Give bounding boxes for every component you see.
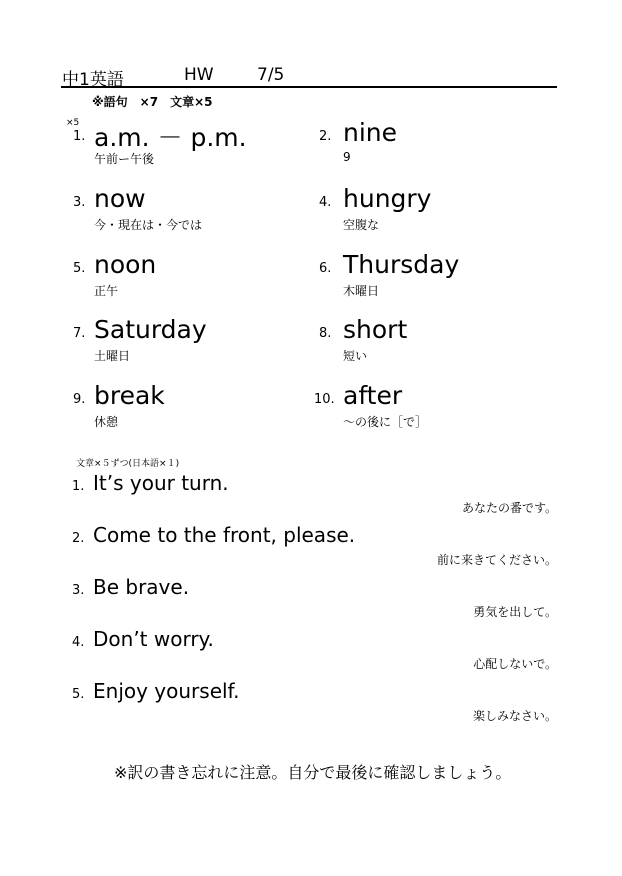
sentence-japanese: 前に来きてください。 xyxy=(436,553,557,567)
word-number: 6. xyxy=(319,261,332,276)
word-japanese: 正午 xyxy=(94,284,119,298)
word-english: after xyxy=(343,381,403,410)
word-number: 3. xyxy=(73,195,86,210)
word-japanese: 木曜日 xyxy=(343,284,380,298)
word-number: 9. xyxy=(73,392,86,407)
sentence-japanese: 楽しみなさい。 xyxy=(472,709,557,723)
sentence-english: It’s your turn. xyxy=(93,471,229,495)
word-number: 2. xyxy=(319,129,332,144)
word-number: 4. xyxy=(319,195,332,210)
sentence-japanese: 心配しないで。 xyxy=(473,657,557,671)
sentence-item xyxy=(72,627,557,679)
sentence-english: Don’t worry. xyxy=(93,627,214,651)
sentence-number: 1. xyxy=(72,479,85,494)
word-japanese: ～の後に［で］ xyxy=(343,415,428,429)
word-english: short xyxy=(343,315,408,344)
word-japanese: 短い xyxy=(343,349,368,363)
repeat-mark: ×5 xyxy=(66,118,80,128)
word-japanese: 午前ー午後 xyxy=(94,152,155,166)
word-english: nine xyxy=(343,118,398,147)
sentence-english: Be brave. xyxy=(93,575,190,599)
word-number: 1. xyxy=(73,129,86,144)
homework-label: HW xyxy=(184,65,214,85)
sentence-item xyxy=(72,575,557,627)
sentence-number: 2. xyxy=(72,531,85,546)
sentence-english: Enjoy yourself. xyxy=(93,679,240,703)
word-number: 7. xyxy=(73,326,86,341)
word-japanese: 9 xyxy=(343,150,351,164)
sentence-number: 3. xyxy=(72,583,85,598)
word-japanese: 今・現在は・今では xyxy=(94,218,203,232)
worksheet-header xyxy=(61,62,557,88)
sentence-item xyxy=(72,679,557,731)
word-japanese: 休憩 xyxy=(94,415,119,429)
subject-title: 中1英語 xyxy=(62,70,124,90)
word-number: 5. xyxy=(73,261,86,276)
word-english: Thursday xyxy=(343,250,460,279)
word-english: Saturday xyxy=(94,315,207,344)
word-english: a.m. － p.m. xyxy=(94,123,247,152)
word-number: 8. xyxy=(319,326,332,341)
date-label: 7/5 xyxy=(257,65,285,85)
sentence-japanese: あなたの番です。 xyxy=(461,501,557,515)
word-english: noon xyxy=(94,250,157,279)
sentence-japanese: 勇気を出して。 xyxy=(473,605,557,619)
sentence-item xyxy=(72,471,557,523)
sentence-number: 4. xyxy=(72,635,85,650)
word-english: hungry xyxy=(343,184,432,213)
word-japanese: 空腹な xyxy=(343,218,380,232)
word-number: 10. xyxy=(314,392,335,407)
sentence-section-note: 文章×５ずつ(日本語×１) xyxy=(76,459,180,469)
footer-reminder: ※訳の書き忘れに注意。自分で最後に確認しましょう。 xyxy=(114,763,512,782)
instruction-note: ※語句 ×7 文章×5 xyxy=(92,95,213,109)
sentence-item xyxy=(72,523,557,575)
word-english: break xyxy=(94,381,165,410)
sentence-number: 5. xyxy=(72,687,85,702)
sentence-english: Come to the front, please. xyxy=(93,523,356,547)
word-japanese: 土曜日 xyxy=(94,349,131,363)
word-english: now xyxy=(94,184,146,213)
